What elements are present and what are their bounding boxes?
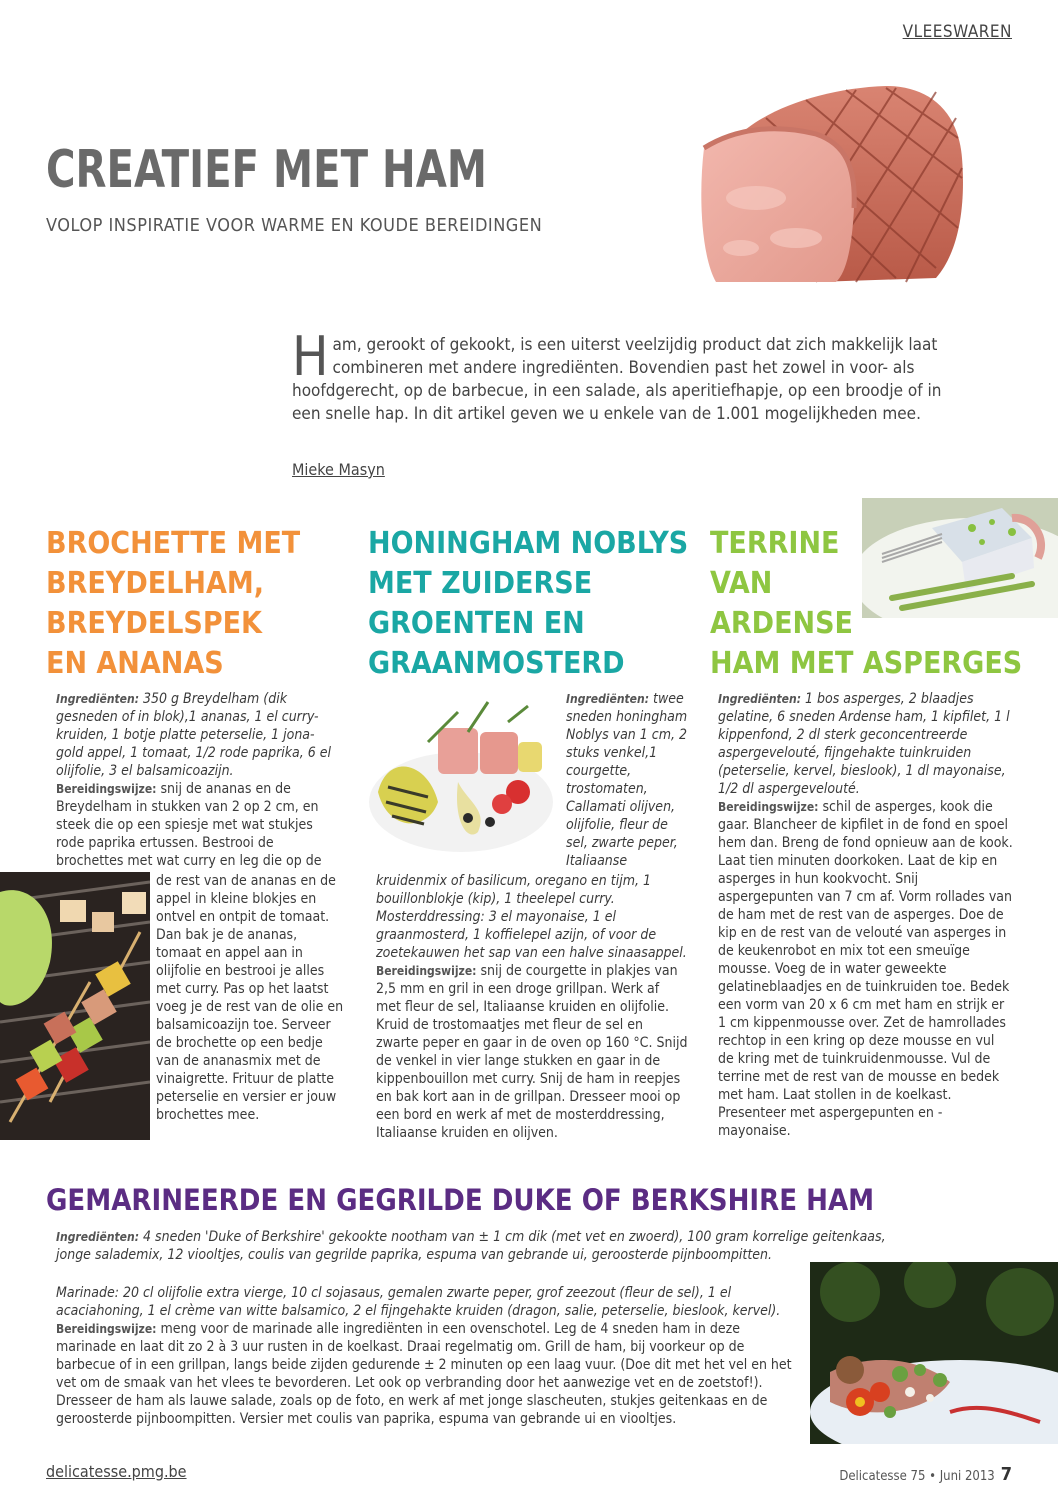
ingredients-label: Ingrediënten: (56, 692, 140, 706)
page-title: CREATIEF MET HAM (46, 140, 487, 200)
method-label: Bereidingswijze: (376, 964, 477, 978)
recipe3-ingredients: 1 bos asperges, 2 blaadjes gelatine, 6 sneden Ardense ham, 1 kipfilet, 1 l kippenfond, 2 dl sterk geconcentreerde aspergevelouté, fijngehakte tuinkruiden (peterselie, kervel, bieslook), 1 dl mayonaise, 1/2 dl aspergevelouté. (718, 691, 1010, 797)
recipe2-title-line: GRAANMOSTERD (368, 646, 625, 681)
recipe1-method-a: snij de ananas en de Breydelham in stukken van 2 op 2 cm, en steek die op een spiesje met wat stukjes rode paprika ertussen. Bestrooi de brochettes met wat curry en leg die op de (56, 781, 322, 869)
section-tag: VLEESWAREN (902, 22, 1012, 42)
method-label: Bereidingswijze: (56, 782, 157, 796)
recipe2-title-line: MET ZUIDERSE (368, 566, 593, 601)
page-subtitle: VOLOP INSPIRATIE VOOR WARME EN KOUDE BEREIDINGEN (46, 215, 543, 236)
recipe4-ingredients: 4 sneden 'Duke of Berkshire' gekookte nootham van ± 1 cm dik (met vet en zwoerd), 100 gram korrelige geitenkaas, jonge salademix, 12 viooltjes, coulis van gegrilde paprika, espuma van gebrande ui, geroosterde pijnboompitten. (56, 1229, 886, 1263)
terrine-photo (862, 498, 1058, 618)
recipe1-title-line: BREYDELHAM, (46, 566, 264, 601)
issue-label: Delicatesse 75 • Juni 2013 (839, 1469, 995, 1484)
brochette-photo (0, 872, 150, 1140)
website-link[interactable]: delicatesse.pmg.be (46, 1462, 187, 1481)
method-label: Bereidingswijze: (718, 800, 819, 814)
recipe2-title-line: GROENTEN EN (368, 606, 585, 641)
ingredients-label: Ingrediënten: (566, 692, 650, 706)
issue-info (839, 1464, 1012, 1485)
recipe2-title-line: HONINGHAM NOBLYS (368, 526, 689, 561)
recipe1-title-line: EN ANANAS (46, 646, 224, 681)
ham-photo (696, 78, 968, 290)
author-byline: Mieke Masyn (292, 460, 385, 479)
recipe1-title-line: BREYDELSPEK (46, 606, 262, 641)
recipe2-ingredients-a (566, 690, 688, 870)
page-number: 7 (1000, 1464, 1012, 1485)
recipe4-method: meng voor de marinade alle ingrediënten in een ovenschotel. Leg de 4 sneden ham in deze marinade en laat dit zo 2 à 3 uur rusten in de koelkast. Draai regelmatig om. Grill de ham, bij voorkeur op de barbecue of in een grillpan, langs beide zijden gedurende ± 2 minuten op een laag vuur. (Doe dit met het vel en het vet om de smaak van het vlees te bevorderen. Let ook op verbranding door het aanwezige vet en de zoetstof!). Dresseer de ham als lauwe salade, zoals op de foto, en werk af met jonge slascheuten, stukjes geitenkaas en de geroosterde pijnboompitten. Versier met coulis van paprika, espuma van gebrande ui en viooltjes. (56, 1321, 792, 1427)
method-label: Bereidingswijze: (56, 1322, 157, 1336)
recipe2-method: snij de courgette in plakjes van 2,5 mm en gril in een droge grillpan. Werk af met fleur de sel, Italiaanse kruiden en olijfolie. Kruid de trostomaatjes met fleur de sel en zwarte peper en gaar in de oven op 160 °C. Snijd de venkel in vier lange stukken en gaar in de kippenbouillon met curry. Snij de ham in reepjes en bak kort aan in de grillpan. Dresseer mooi op een bord en werk af met de mosterddressing, Italiaanse kruiden en olijven. (376, 963, 688, 1141)
recipe4-text (56, 1284, 800, 1428)
intro-paragraph (292, 325, 942, 426)
recipe4-marinade: Marinade: 20 cl olijfolie extra vierge, 10 cl sojasaus, gemalen zwarte peper, grof zeezout (fleur de sel), 1 el acaciahoning, 1 el crème van witte balsamico, 2 el fijngehakte kruiden (dragon, salie, peterselie, bieslook, kervel). (56, 1285, 781, 1319)
recipe3-title-line: VAN (710, 566, 773, 601)
recipe3-method: schil de asperges, kook die gaar. Blancheer de kipfilet in de fond en spoel hem dan. Breng de fond opnieuw aan de kook. Laat tien minuten doorkoken. Laat de kip en asperges in hun kookvocht. Snij aspergepunten van 7 cm af. Vorm rollades van de ham met de rest van de asperges. Doe de kip en de rest van de velouté van asperges in de keukenrobot en mix tot een smeuïge mousse. Voeg de in water geweekte gelatineblaadjes en de tuinkruiden toe. Bedek een vorm van 20 x 6 cm met ham en strijk er 1 cm kippenmousse over. Zet de hamrollades rechtop in een kring op deze mousse en vul de kring met de tuinkruidenmousse. Vul de terrine met de rest van de mousse en bedek met ham. Laat stollen in de koelkast. Presenteer met aspergepunten en -mayonaise. (718, 799, 1013, 1139)
recipe1-text (56, 690, 340, 888)
recipe1-ingredients: 350 g Breydelham (dik gesneden of in blok),1 ananas, 1 el curry- kruiden, 1 botje platte peterselie, 1 jona- gold appel, 1 tomaat, 1/2 rode paprika, 6 el olijfolie, 3 el balsamicoazijn. (56, 691, 332, 779)
recipe3-title-line: ARDENSE (710, 606, 853, 641)
recipe2-text (376, 872, 688, 1142)
recipe1-method-b: de rest van de ananas en de appel in kleine blokjes en ontvel en ontpit de tomaat. Dan bak je de ananas, tomaat en appel aan in olijfolie en bestrooi je alles met curry. Pas op het laatst voeg je de rest van de olie en balsamicoazijn toe. Serveer de brochette op een bedje van de ananasmix met de vinaigrette. Frituur de platte peterselie en versier er jouw brochettes mee. (156, 873, 344, 1123)
intro-text: am, gerookt of gekookt, is een uiterst veelzijdig product dat zich makkelijk laat combineren met andere ingrediënten. Bovendien past het zowel in voor- als hoofdgerecht, op de barbecue, in een salade, als aperitiefhapje, op een broodje of in een snelle hap. In dit artikel geven we u enkele van de 1.001 mogelijkheden mee. (292, 335, 942, 424)
recipe3-title-line: TERRINE (710, 526, 840, 561)
recipe2-ingredients-b: kruidenmix of basilicum, oregano en tijm, 1 bouillonblokje (kip), 1 theelepel curry. (376, 873, 651, 907)
recipe2-ingredients: twee sneden honingham Noblys van 1 cm, 2 stuks venkel,1 courgette, trostomaten, Callamati olijven, olijfolie, fleur de sel, zwarte peper, Italiaanse (566, 691, 688, 869)
recipe3-title-line: HAM MET ASPERGES (710, 646, 1023, 681)
recipe1-title-line: BROCHETTE MET (46, 526, 301, 561)
ingredients-label: Ingrediënten: (56, 1230, 140, 1244)
honingham-photo (368, 692, 554, 860)
drop-cap: H (292, 325, 329, 388)
recipe2-dressing: Mosterddressing: 3 el mayonaise, 1 el graanmosterd, 1 koffielepel azijn, of voor de zoetekauwen het sap van een halve sinaasappel. (376, 909, 687, 961)
recipe3-text (718, 690, 1014, 1140)
recipe2-title (368, 524, 708, 684)
recipe4-title: GEMARINEERDE EN GEGRILDE DUKE OF BERKSHIRE HAM (46, 1183, 875, 1217)
recipe4-ingredients-block (56, 1228, 920, 1264)
berkshire-photo (810, 1262, 1058, 1444)
recipe1-title (46, 524, 346, 684)
ingredients-label: Ingrediënten: (718, 692, 802, 706)
